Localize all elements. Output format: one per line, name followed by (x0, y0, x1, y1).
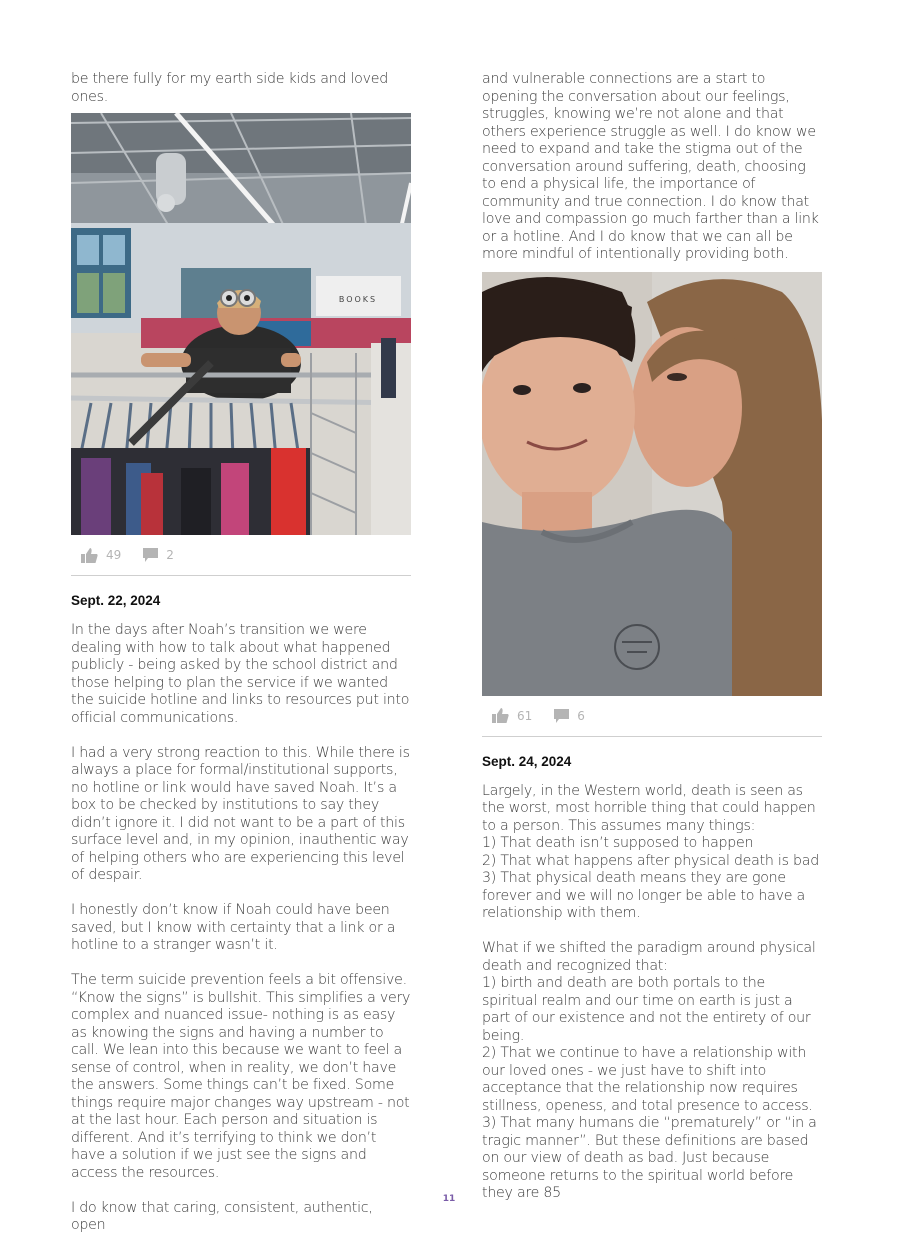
post1-stats (71, 535, 411, 576)
left-paragraph-3: I honestly don’t know if Noah could have been saved, but I know with certainty that a link or a hotline to a stranger wasn’t it. (71, 902, 396, 953)
right-para2-line-4: 3) That many humans die “prematurely” or “in a tragic manner”. But these definitions are based on our view of death as bad. Just because someone returns to the spiritual world before they are 85 (482, 1115, 817, 1201)
post-date-sept-24: Sept. 24, 2024 (482, 753, 572, 769)
left-paragraph-4: The term suicide prevention feels a bit offensive. “Know the signs” is bullshit. This simplifies a very complex and nuanced issue- nothing is as easy as knowing the signs and having a number to call. We lean into this because we want to feel a sense of control, when in reality, we don’t have the answers. Some things can’t be fixed. Some things require major changes way upstream - not at the last hour. Each person and situation is different. And it’s terrifying to think we don’t have a solution if we just see the signs and access the resources. (71, 972, 411, 1181)
right-para1-line-4: 3) That physical death means they are gone forever and we will no longer be able to have a relationship with them. (482, 870, 805, 921)
left-intro-text: be there fully for my earth side kids and loved ones. (71, 71, 388, 105)
right-para2-line-1: What if we shifted the paradigm around physical death and recognized that: (482, 940, 816, 974)
thumbs-up-icon (81, 548, 98, 563)
right-para1-line-2: 1) That death isn’t supposed to happen (482, 835, 754, 851)
page-number: 11 (442, 1194, 456, 1204)
mother-son-photo (482, 272, 822, 696)
thrift-store-photo (71, 113, 411, 535)
right-column (482, 71, 822, 1203)
post2-stats (482, 696, 822, 737)
left-paragraph-5: I do know that caring, consistent, authentic, open (71, 1199, 373, 1233)
right-para2-line-2: 1) birth and death are both portals to the spiritual realm and our time on earth is just a part of our existence and not the entirety of our being. (482, 975, 811, 1044)
right-para1-line-3: 2) That what happens after physical death is bad (482, 852, 819, 869)
post1-like-button[interactable] (81, 548, 121, 563)
thumbs-up-icon (492, 708, 509, 723)
post1-comment-count: 2 (166, 548, 174, 562)
right-para2-line-3: 2) That we continue to have a relationship with our loved ones - we just have to shift into acceptance that the relationship now requires stillness, openess, and total presence to access. (482, 1045, 813, 1114)
post2-comment-button[interactable] (554, 709, 585, 723)
left-column (71, 71, 411, 1235)
left-paragraph-2: I had a very strong reaction to this. While there is always a place for formal/institutional supports, no hotline or link would have saved Noah. It’s a box to be checked by institutions to say they didn’t ignore it. I did not want to be a part of this surface level and, in my opinion, inauthentic way of helping others who are experiencing this level of despair. (71, 744, 410, 883)
left-paragraph-1: In the days after Noah’s transition we were dealing with how to talk about what happened publicly - being asked by the school district and those helping to plan the service if we wanted the suicide hotline and links to resources put into official communications. (71, 622, 410, 726)
post1-comment-button[interactable] (143, 548, 174, 562)
post-date-sept-22: Sept. 22, 2024 (71, 593, 161, 608)
photo-books-sign: BOOKS (338, 295, 378, 304)
post1-like-count: 49 (106, 548, 122, 562)
right-intro-text: and vulnerable connections are a start to opening the conversation about our feelings, struggles, knowing we’re not alone and that others experience struggle as well. I do know we need to expand and take the stigma out of the conversation around suffering, death, choosing to end a physical life, the importance of community and true connection. I do know that love and compassion go much farther than a link or a hotline. And I do know that we can all be more mindful of intentionally providing both. (482, 71, 819, 262)
comment-icon (554, 709, 569, 723)
post2-like-button[interactable] (492, 708, 532, 723)
post2-like-count: 61 (517, 708, 533, 723)
right-para1-line-1: Largely, in the Western world, death is seen as the worst, most horrible thing that could happen to a person. This assumes many things: (482, 782, 816, 834)
post2-comment-count: 6 (577, 708, 585, 723)
mother-son-image (482, 272, 822, 696)
thrift-store-image (71, 113, 411, 535)
comment-icon (143, 548, 158, 562)
